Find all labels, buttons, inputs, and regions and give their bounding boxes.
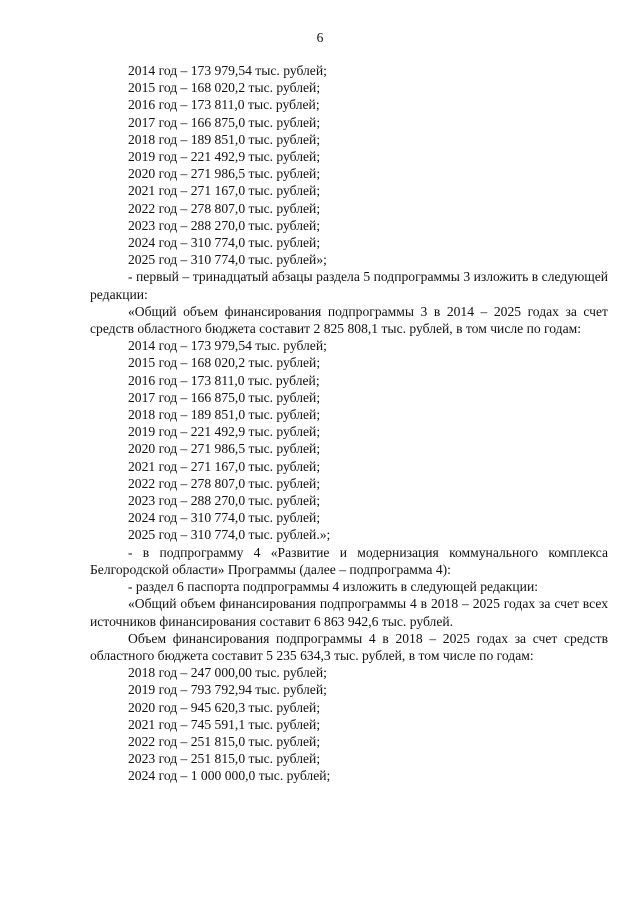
paragraph: «Общий объем финансирования подпрограммы 3 в 2014 – 2025 годах за счет средств областного бюджета составит 2 825 808,1 тыс. рублей, в том числе по годам: <box>90 303 608 337</box>
year-line: 2014 год – 173 979,54 тыс. рублей; <box>128 338 327 354</box>
year-list-2 <box>90 337 608 543</box>
year-line: 2019 год – 793 792,94 тыс. рублей; <box>128 682 327 698</box>
year-line: 2025 год – 310 774,0 тыс. рублей.»; <box>128 527 331 543</box>
year-line: 2024 год – 1 000 000,0 тыс. рублей; <box>128 768 331 784</box>
year-line: 2021 год – 271 167,0 тыс. рублей; <box>128 183 321 199</box>
paragraph: Объем финансирования подпрограммы 4 в 2018 – 2025 годах за счет средств областного бюджета составит 5 235 634,3 тыс. рублей, в том числе по годам: <box>90 630 608 663</box>
year-line: 2017 год – 166 875,0 тыс. рублей; <box>128 114 321 130</box>
year-line: 2021 год – 271 167,0 тыс. рублей; <box>128 458 321 474</box>
year-line: 2018 год – 189 851,0 тыс. рублей; <box>128 131 321 147</box>
year-line: 2024 год – 310 774,0 тыс. рублей; <box>128 235 321 251</box>
paragraph: - первый – тринадцатый абзацы раздела 5 подпрограммы 3 изложить в следующей редакции: <box>90 269 608 302</box>
year-line: 2020 год – 271 986,5 тыс. рублей; <box>128 166 321 182</box>
paragraph: «Общий объем финансирования подпрограммы 4 в 2018 – 2025 годах за счет всех источников финансирования составит 6 863 942,6 тыс. рублей. <box>90 596 608 629</box>
year-line: 2019 год – 221 492,9 тыс. рублей; <box>128 424 321 440</box>
paragraph: - в подпрограмму 4 «Развитие и модернизация коммунального комплекса Белгородской области» Программы (далее – подпрограмма 4): <box>90 544 608 577</box>
document-body <box>90 62 608 785</box>
year-line: 2023 год – 288 270,0 тыс. рублей; <box>128 217 321 233</box>
page-number: 6 <box>316 30 324 45</box>
year-line: 2020 год – 271 986,5 тыс. рублей; <box>128 441 321 457</box>
year-line: 2015 год – 168 020,2 тыс. рублей; <box>128 355 321 371</box>
year-list-3 <box>90 664 608 784</box>
year-line: 2022 год – 251 815,0 тыс. рублей; <box>128 733 321 749</box>
year-line: 2015 год – 168 020,2 тыс. рублей; <box>128 80 321 96</box>
year-line: 2024 год – 310 774,0 тыс. рублей; <box>128 510 321 526</box>
year-line: 2020 год – 945 620,3 тыс. рублей; <box>128 699 321 715</box>
year-list-1 <box>90 62 608 268</box>
year-line: 2018 год – 189 851,0 тыс. рублей; <box>128 407 321 423</box>
year-line: 2016 год – 173 811,0 тыс. рублей; <box>128 372 320 388</box>
year-line: 2018 год – 247 000,00 тыс. рублей; <box>128 665 327 681</box>
year-line: 2025 год – 310 774,0 тыс. рублей»; <box>128 252 327 268</box>
year-line: 2017 год – 166 875,0 тыс. рублей; <box>128 389 321 405</box>
year-line: 2022 год – 278 807,0 тыс. рублей; <box>128 200 321 216</box>
year-line: 2014 год – 173 979,54 тыс. рублей; <box>128 63 327 78</box>
year-line: 2019 год – 221 492,9 тыс. рублей; <box>128 149 321 165</box>
year-line: 2023 год – 251 815,0 тыс. рублей; <box>128 751 321 767</box>
paragraph: - раздел 6 паспорта подпрограммы 4 изложить в следующей редакции: <box>128 579 539 595</box>
year-line: 2016 год – 173 811,0 тыс. рублей; <box>128 97 320 113</box>
year-line: 2021 год – 745 591,1 тыс. рублей; <box>128 716 321 732</box>
year-line: 2022 год – 278 807,0 тыс. рублей; <box>128 475 321 491</box>
year-line: 2023 год – 288 270,0 тыс. рублей; <box>128 493 321 509</box>
